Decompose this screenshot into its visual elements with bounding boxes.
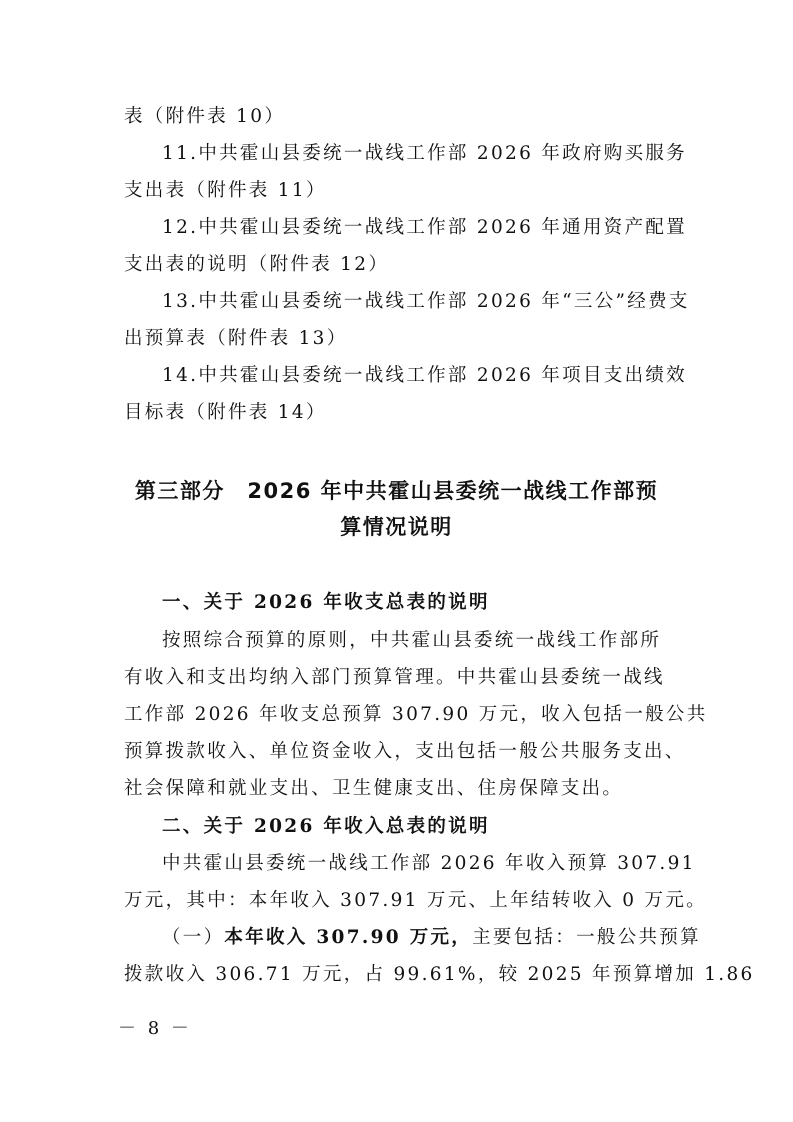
list-item-13: 13.中共霍山县委统一战线工作部 2026 年“三公”经费支 [162,291,690,312]
list-item-14-continuation: 目标表（附件表 14） [124,402,327,423]
section-2-title: 二、关于 2026 年收入总表的说明 [162,816,490,837]
section-2-paragraph-line: 中共霍山县委统一战线工作部 2026 年收入预算 307.91 [162,853,696,874]
section-2-subparagraph-line [162,925,701,951]
list-item-11-continuation: 支出表（附件表 11） [124,180,327,201]
section-1-paragraph-line: 有收入和支出均纳入部门预算管理。中共霍山县委统一战线 [124,667,665,688]
part-three-heading-line-2: 算情况说明 [340,515,453,539]
page-number: － 8 － [118,1018,192,1039]
list-item-12-continuation: 支出表的说明（附件表 12） [124,254,390,275]
subparagraph-prefix: （一） [162,927,225,948]
list-item-13-continuation: 出预算表（附件表 13） [124,328,348,349]
section-2-paragraph-line: 拨款收入 306.71 万元，占 99.61%，较 2025 年预算增加 1.86 [124,964,755,985]
section-1-paragraph-line: 按照综合预算的原则，中共霍山县委统一战线工作部所 [162,630,662,651]
section-2-paragraph-line: 万元，其中：本年收入 307.91 万元、上年结转收入 0 万元。 [124,890,707,911]
part-three-heading-line-1: 第三部分 2026 年中共霍山县委统一战线工作部预 [134,479,659,503]
list-item-11: 11.中共霍山县委统一战线工作部 2026 年政府购买服务 [162,143,687,164]
section-1-paragraph-line: 社会保障和就业支出、卫生健康支出、住房保障支出。 [124,778,624,799]
section-1-title: 一、关于 2026 年收支总表的说明 [162,592,490,613]
list-item-12: 12.中共霍山县委统一战线工作部 2026 年通用资产配置 [162,217,687,238]
section-1-paragraph-line: 预算拨款收入、单位资金收入，支出包括一般公共服务支出、 [124,741,686,762]
section-1-paragraph-line: 工作部 2026 年收支总预算 307.90 万元，收入包括一般公共 [124,704,708,725]
list-item-10-continuation: 表（附件表 10） [124,106,286,127]
list-item-14: 14.中共霍山县委统一战线工作部 2026 年项目支出绩效 [162,365,687,386]
subparagraph-rest-text: 主要包括：一般公共预算 [472,927,701,948]
subparagraph-bold-text: 本年收入 307.90 万元， [224,927,473,948]
